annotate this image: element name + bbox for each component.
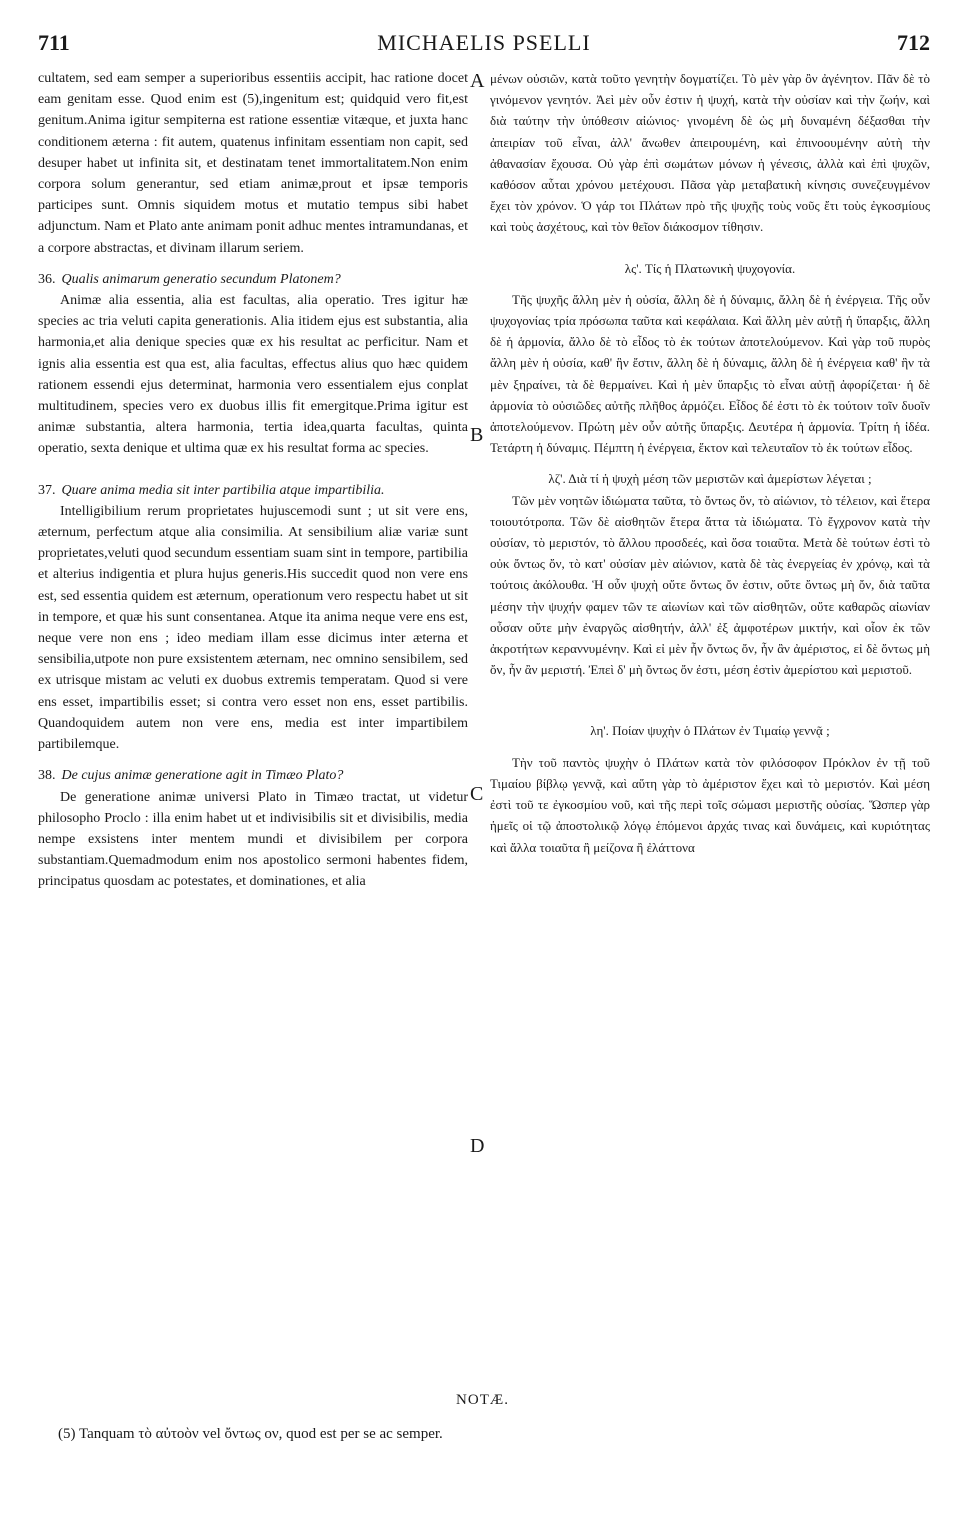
greek-paragraph-37: Τῶν μὲν νοητῶν ἰδιώματα ταῦτα, τὸ ὄντως ὄν, τὸ αἰώνιον, τὸ τέλειον, καὶ ἕτερα τοιουτότροπα. Τῶν δὲ αἰσθητῶν ἕτερα ἅττα τὰ ἰδιώματα. Τὸ ἔγχρονον κατὰ τὴν οὐσίαν, τὸ μεριστόν, τὸ ἄλλου προσδεές, καὶ ὅσα τοιαῦτα. Μετὰ δὲ τούτων ἐστὶ τὸ οὐκ ὄντως ὄν, τὸ κατ' οὐσίαν μὲν αἰώνιον, κατὰ δὲ τὰς ἐνεργείας ἐν χρόνῳ, καὶ τὰ τούτοις ἀκόλουθα. Ἡ οὖν ψυχὴ οὔτε ὄντως ὄν ἐστιν, οὔτε ὄντως μὴ ὄν, διὰ ταῦτα μέσην τὴν ψυχήν φαμεν τῶν τε αἰωνίων καὶ τῶν αἰσθητῶν, οὔτε καθαρῶς αἰωνίαν οὖσαν οὔτε μὴν ἐναργῶς αἰσθητήν, ἀλλ' ἐξ ἀμφοτέρων μικτήν, καὶ οἷον ἐκ τῶν ἀκροτήτων κεραννυμένην. Καὶ εἰ μὲν ἦν ὄντως ὄν, ἦν ἂν ἀμέριστος, εἰ δὲ ὄντως μὴ ὄν, ἦν ἂν μεριστή. Ἐπεὶ δ' μὴ ὄντως ὄν ἐστι, μέση ἐστὶν ἀμερίστου καὶ μεριστοῦ.: [490, 492, 930, 678]
margin-letter-d: D: [470, 1135, 485, 1157]
heading-title: Quare anima media sit inter partibilia atque impartibilia.: [61, 482, 385, 498]
greek-paragraph-36: Τῆς ψυχῆς ἄλλη μὲν ἡ οὐσία, ἄλλη δὲ ἡ δύναμις, ἄλλη δὲ ἡ ἐνέργεια. Τῆς οὖν ψυχογονίας τρία πρόσωπα ταῦτα καὶ κεφάλαια. Καὶ ἄλλη μὲν αὐτῇ ἡ ὕπαρξις, ἄλλη δὲ ἡ ἁρμονία, ἄλλο δὲ τὸ εἶδος τὸ ἐκ τούτων ἀποτελούμενον. Καὶ γὰρ τοῦ πυρὸς ἄλλη μὲν ἡ οὐσία, καθ' ἣν ἔστιν, ἄλλη δὲ ἡ δύναμις, ἄλλη δὲ ἡ ἐνέργεια καθ' ἣν τὰ μὲν ξηραίνει, τὰ δὲ θερμαίνει. Καὶ ἡ μὲν ὕπαρξις τὸ εἶναι αὐτῇ ἀφορίζεται· ἡ δὲ ἁρμονία τὸ οὐσιῶδες αὐτῆς πλῆθος ἁρμόζει. Εἶδος δέ ἐστι τὸ ἐκ τούτοιν τοῖν δυοῖν ἀποτελούμενον. Πρώτη μὲν οὖν αὐτῆς ὕπαρξις. Δευτέρα ἡ ἁρμονία. Τρίτη ἡ ἰδέα. Τετάρτη ἡ δύναμις. Πέμπτη ἡ ἐνέργεια, ἕκτον καὶ τελευταῖον τὸ ἐκ τούτων εἶδος.: [490, 291, 930, 456]
latin-heading-36: [38, 269, 468, 290]
greek-column: [490, 68, 930, 858]
latin-heading-38: [38, 765, 468, 786]
running-title: MICHAELIS PSELLI: [377, 30, 591, 55]
page-number-right: 712: [897, 30, 930, 55]
margin-letter-a: A: [470, 70, 485, 92]
greek-paragraph-38: Τὴν τοῦ παντὸς ψυχὴν ὁ Πλάτων κατὰ τὸν φιλόσοφον Πρόκλον ἐν τῇ τοῦ Τιμαίου βίβλῳ γεννᾷ, καὶ αὕτη γὰρ τὸ ἀμέριστον ἔχει καὶ τὸ μεριστόν. Καὶ μέση ἐστὶ τοῦ τε ἐγκοσμίου νοῦ, καὶ τῆς περὶ τοῖς σώμασι μεριστῆς οὐσίας. Ὥσπερ γὰρ ἡμεῖς οἱ τῷ ἀποστολικῷ λόγῳ ἑπόμενοι ἀρχάς τινας καὶ δυνάμεις, καὶ κυριότητας καὶ ἄλλα τοιαῦτα ἢ μείζονα ἢ ἐλάττονα: [490, 754, 930, 855]
notes-heading: NOTÆ.: [456, 1392, 509, 1408]
page-header: [38, 30, 930, 60]
latin-paragraph-36: Animæ alia essentia, alia est facultas, alia operatio. Tres igitur hæ species ac tria veluti capita generationis. Alia itidem ejus est substantia, alia harmonia,et alia denique species quæ ex his resultat ac perficitur. Nam et ignis alia essentia est qua est, alia facultas, effectus alius quo hæc quidem rationem essendi ejus determinat, harmonia vero essentialem ejus conplat multitudinem, species vero ex duobus illis fit emergitque.Prima igitur est animæ substantia, altera harmonia, tertia idea,quarta facultas, quinta operatio, sexta denique et ultima quæ ex his resultat forma ac species.: [38, 293, 468, 457]
heading-number: 37.: [38, 482, 56, 498]
heading-title: Qualis animarum generatio secundum Platonem?: [61, 271, 341, 287]
latin-paragraph-38: De generatione animæ universi Plato in Timæo tractat, ut videtur philosopho Proclo : illa enim habet ut et indivisibilis sit et divisibilis, media nempe exsistens inter mentem mundi et divisibilem per corpora substantiam.Quemadmodum enim nos apostolico sermoni habentes fidem, principatus quosdam ac potestates, et dominationes, et alia: [38, 789, 468, 890]
heading-number: 38.: [38, 768, 56, 784]
greek-heading-38: λη'. Ποίαν ψυχὴν ὁ Πλάτων ἐν Τιμαίῳ γεννᾷ ;: [590, 723, 830, 739]
greek-heading-36: λς'. Τίς ἡ Πλατωνικὴ ψυχογονία.: [624, 260, 796, 276]
greek-paragraph-35-continued: μένων οὐσιῶν, κατὰ τοῦτο γενητὴν δογματίζει. Τὸ μὲν γὰρ ὂν ἀγένητον. Πᾶν δὲ τὸ γινόμενον γενητόν. Ἀεὶ μὲν οὖν ἐστιν ἡ ψυχή, κατὰ τὴν οὐσίαν καὶ τὴν ζωήν, καὶ διὰ ταύτην τὴν ὑπόθεσιν αἰώνιος· γινομένη δὲ ὡς μὴ δυναμένη δέξασθαι τὴν ἀπειρίαν τοῦ εἶναι, ἀλλ' ἄνωθεν ἀπειρουμένη, καὶ ἐπινοουμένην αὐτὴ τὴν ἀθανασίαν ἔχουσα. Οὐ γὰρ ἐπὶ σωμάτων μόνων ἡ γένεσις, ἀλλὰ καὶ ἐπὶ ψυχῶν, καθόσον αὗται χρόνου μετέχουσι. Πᾶσα γὰρ μεταβατικὴ κίνησις συνεζευγμένον ἔχει τὸν χρόνον. Ὁ γάρ τοι Πλάτων πρὸ τῆς ψυχῆς τοὺς νοῦς ἔτι τοὺς ἐγκοσμίους καὶ τοὺς ἀσχέτους, καὶ τὸν θεῖον διάκοσμον τίθησιν.: [490, 71, 930, 235]
heading-title: De cujus animæ generatione agit in Timæo Plato?: [61, 768, 344, 784]
margin-letter-c: C: [470, 783, 484, 805]
latin-heading-37: [38, 480, 468, 501]
latin-paragraph-37: Intelligibilium rerum proprietates hujuscemodi sunt ; ut sit vere ens, æternum, perfectum atque alia consimilia. At sensibilium aliæ variæ sunt proprietates,veluti quod secundum essentiam suam sint in tempore, partibilia et alterius indigentia et plura hujus generis.His succedit quod non vere ens est, sed essentia quidem est æternum, operationum vero respectu habet ut sit in tempore, et quæ his sunt consentanea. Atque ita anima neque vere ens est, neque vere non ens ; ideo mediam illam esse dicimus inter æterna et sensibilia,utpote non pure exsistentem æternam, nec omnino sensibilem, sed ex utrisque mistam ac veluti ex duobus extremis temperatam. Quod si vere ens esset, impartibilis esset; si contra vero esset non ens, esset partibilis. Quandoquidem autem non vere ens, media est inter impartibilem partibilemque.: [38, 503, 469, 753]
latin-column: [38, 68, 468, 893]
latin-paragraph-35-continued: cultatem, sed eam semper a superioribus essentiis accipit, hac ratione docet eam genitam esse. Quod enim est (5),ingenitum est; quidquid vero fit,est genitum.Anima igitur sempiterna est ratione essentiæ vitæque, et juxta hanc conditionem æterna : fit autem, quatenus infinitam essentiam non capit, sed desuper habet ut infinita sit, et destinatam tenet immortalitatem.Non enim corpora solum generantur, sed etiam animæ,prout et ipsæ temporis participes sunt. Omnis siquidem motus et mutatio tempus sibi habet adjunctum. Nam et Plato ante animam ponit adhuc mentes intramundanas, et a corpore abstractas, et divinam illarum seriem.: [38, 71, 468, 256]
greek-heading-37: λζ'. Διὰ τί ἡ ψυχὴ μέση τῶν μεριστῶν καὶ ἀμερίστων λέγεται ;: [548, 471, 872, 487]
heading-number: 36.: [38, 271, 56, 287]
page-number-left: 711: [38, 30, 70, 55]
footnote-5: (5) Tanquam τὸ αὐτοὸν vel ὄντως ον, quod est per se ac semper.: [58, 1426, 443, 1442]
margin-letter-b: B: [470, 424, 484, 446]
